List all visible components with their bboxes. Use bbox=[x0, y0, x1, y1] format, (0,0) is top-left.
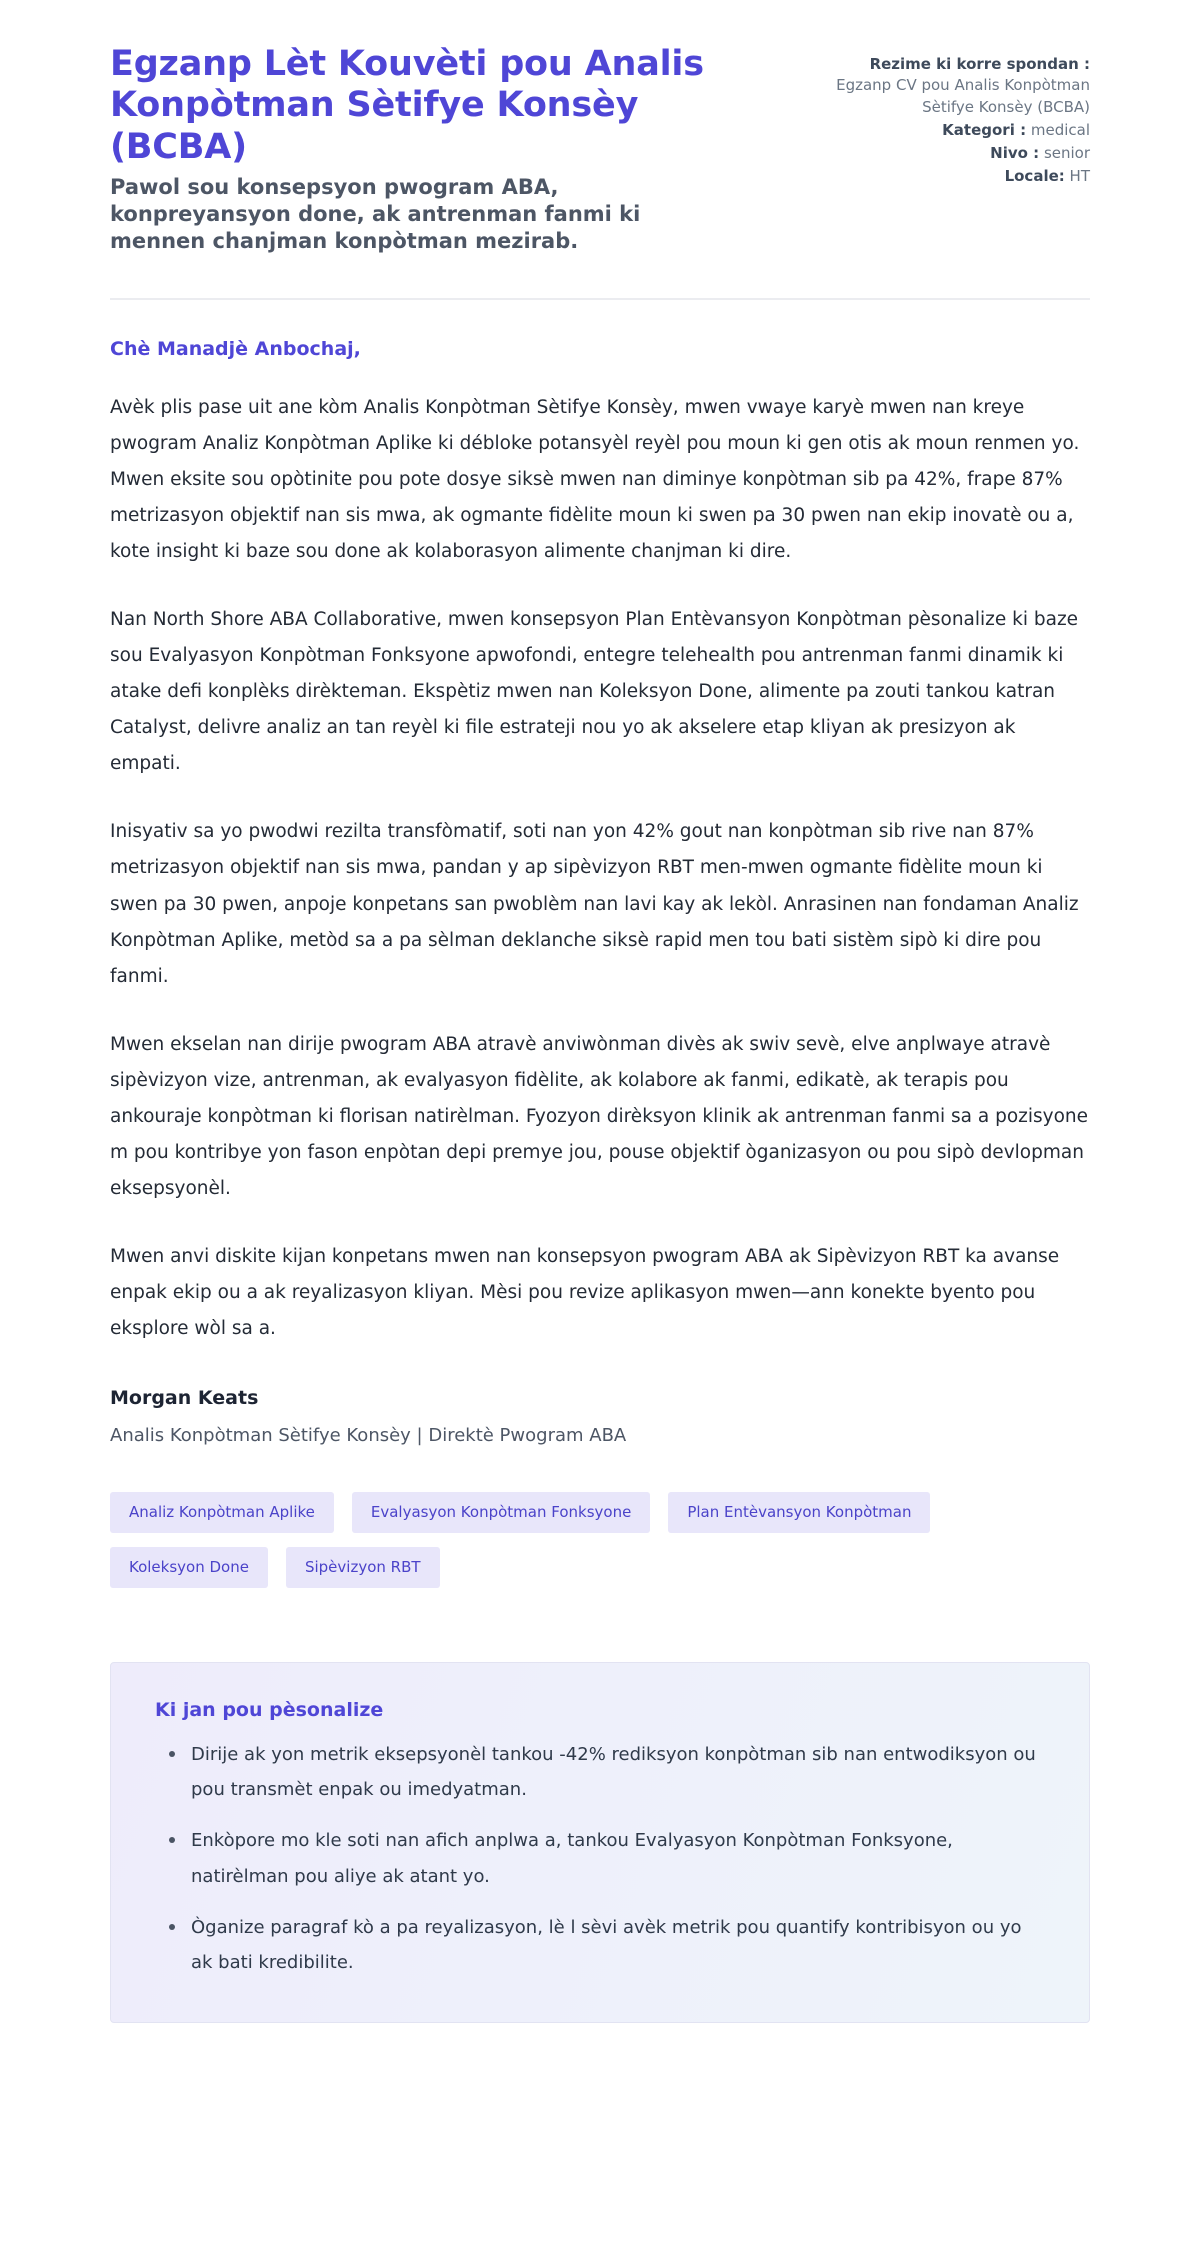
callout-title: Ki jan pou pèsonalize bbox=[155, 1699, 384, 1722]
skill-tag[interactable]: Sipèvizyon RBT bbox=[286, 1547, 440, 1588]
level-value: senior bbox=[1043, 144, 1090, 163]
skill-tag-list bbox=[110, 1492, 1010, 1588]
level-label: Nivo : bbox=[990, 144, 1040, 163]
letter-paragraph: Avèk plis pase uit ane kòm Analis Konpòtman Sètifye Konsèy, mwen vwaye karyè mwen nan kreye pwogram Analiz Konpòtman Aplike ki débloke potansyèl reyèl pou moun ki gen otis ak moun renmen yo. Mwen eksite sou opòtinite pou pote dosye siksè mwen nan diminye konpòtman sib pa 42%, frape 87% metrizasyon objektif nan sis mwa, ak ogmante fidèlite moun ki swen pa 30 pwen nan ekip inovatè ou a, kote insight ki baze sou done ak kolaborasyon alimente chanjman ki dire. bbox=[110, 396, 1080, 563]
related-resume-label: Rezime ki korre spondan : bbox=[869, 55, 1090, 73]
related-resume-value: Egzanp CV pou Analis Konpòtman Sètifye Konsèy (BCBA) bbox=[836, 76, 1090, 116]
callout-tip-item: Dirije ak yon metrik eksepsyonèl tankou -42% rediksyon konpòtman sib nan entwodiksyon ou pou transmèt enpak ou imedyatman. bbox=[183, 1737, 1045, 1807]
letter-paragraph: Mwen anvi diskite kijan konpetans mwen nan konsepsyon pwogram ABA ak Sipèvizyon RBT ka avanse enpak ekip ou a ak reyalizasyon kliyan. Mèsi pou revize aplikasyon mwen—ann konekte byento pou eksplore wòl sa a. bbox=[110, 1246, 1060, 1340]
skill-tag[interactable]: Plan Entèvansyon Konpòtman bbox=[668, 1492, 930, 1533]
letter-body bbox=[110, 300, 1090, 1446]
page-title: Egzanp Lèt Kouvèti pou Analis Konpòtman Sètifye Konsèy (BCBA) bbox=[110, 44, 704, 167]
document-metadata bbox=[800, 44, 1090, 188]
header-title-block bbox=[110, 44, 710, 256]
letter-paragraph: Mwen ekselan nan dirije pwogram ABA atravè anviwònman divès ak swiv sevè, elve anplwaye atravè sipèvizyon vize, antrenman, ak evalyasyon fidèlite, ak kolabore ak fanmi, edikatè, ak terapis pou ankouraje konpòtman ki florisan natirèlman. Fyozyon dirèksyon klinik ak antrenman fanmi sa a pozisyone m pou kontribye yon fason enpòtan depi premye jou, pouse objektif òganizasyon ou pou sipò devlopman eksepsyonèl. bbox=[110, 1033, 1088, 1199]
category-value: medical bbox=[1030, 120, 1090, 139]
category-row bbox=[800, 120, 1090, 141]
salutation: Chè Manadjè Anbochaj, bbox=[110, 337, 361, 360]
callout-tip-list bbox=[155, 1737, 1045, 1980]
signature-name: Morgan Keats bbox=[110, 1387, 259, 1410]
skill-tag[interactable]: Analiz Konpòtman Aplike bbox=[110, 1492, 334, 1533]
document-header bbox=[110, 44, 1090, 256]
locale-value: HT bbox=[1069, 167, 1090, 186]
letter-paragraph: Inisyativ sa yo pwodwi rezilta transfòmatif, soti nan yon 42% gout nan konpòtman sib rive nan 87% metrizasyon objektif nan sis mwa, pandan y ap sipèvizyon RBT men-mwen ogmante fidèlite moun ki swen pa 30 pwen, anpoje konpetans san pwoblèm nan lavi kay ak lekòl. Anrasinen nan fondaman Analiz Konpòtman Aplike, metòd sa a pa sèlman deklanche siksè rapid men tou bati sistèm sipò ki dire pou fanmi. bbox=[110, 821, 1079, 987]
signature-role: Analis Konpòtman Sètifye Konsèy | Direktè Pwogram ABA bbox=[110, 1425, 627, 1447]
skill-tag[interactable]: Evalyasyon Konpòtman Fonksyone bbox=[352, 1492, 650, 1533]
locale-row bbox=[800, 166, 1090, 187]
locale-label: Locale: bbox=[1004, 167, 1065, 186]
skill-tag[interactable]: Koleksyon Done bbox=[110, 1547, 268, 1588]
category-label: Kategori : bbox=[942, 120, 1027, 139]
signature-block bbox=[110, 1387, 1090, 1446]
callout-tip-item: Enkòpore mo kle soti nan afich anplwa a, tankou Evalyasyon Konpòtman Fonksyone, natirèlman pou aliye ak atant yo. bbox=[183, 1823, 1045, 1893]
page-subtitle: Pawol sou konsepsyon pwogram ABA, konpreyansyon done, ak antrenman fanmi ki mennen chanjman konpòtman mezirab. bbox=[110, 174, 641, 254]
how-to-personalize-callout bbox=[110, 1662, 1090, 2023]
level-row bbox=[800, 143, 1090, 164]
letter-paragraph: Nan North Shore ABA Collaborative, mwen konsepsyon Plan Entèvansyon Konpòtman pèsonalize ki baze sou Evalyasyon Konpòtman Fonksyone apwofondi, entegre telehealth pou antrenman fanmi dinamik ki atake defi konplèks dirèkteman. Ekspètiz mwen nan Koleksyon Done, alimente pa zouti tankou katran Catalyst, delivre analiz an tan reyèl ki file estrateji nou yo ak akselere etap kliyan ak presizyon ak empati. bbox=[110, 609, 1079, 775]
callout-tip-item: Òganize paragraf kò a pa reyalizasyon, lè l sèvi avèk metrik pou quantify kontribisyon ou yo ak bati kredibilite. bbox=[183, 1910, 1045, 1980]
